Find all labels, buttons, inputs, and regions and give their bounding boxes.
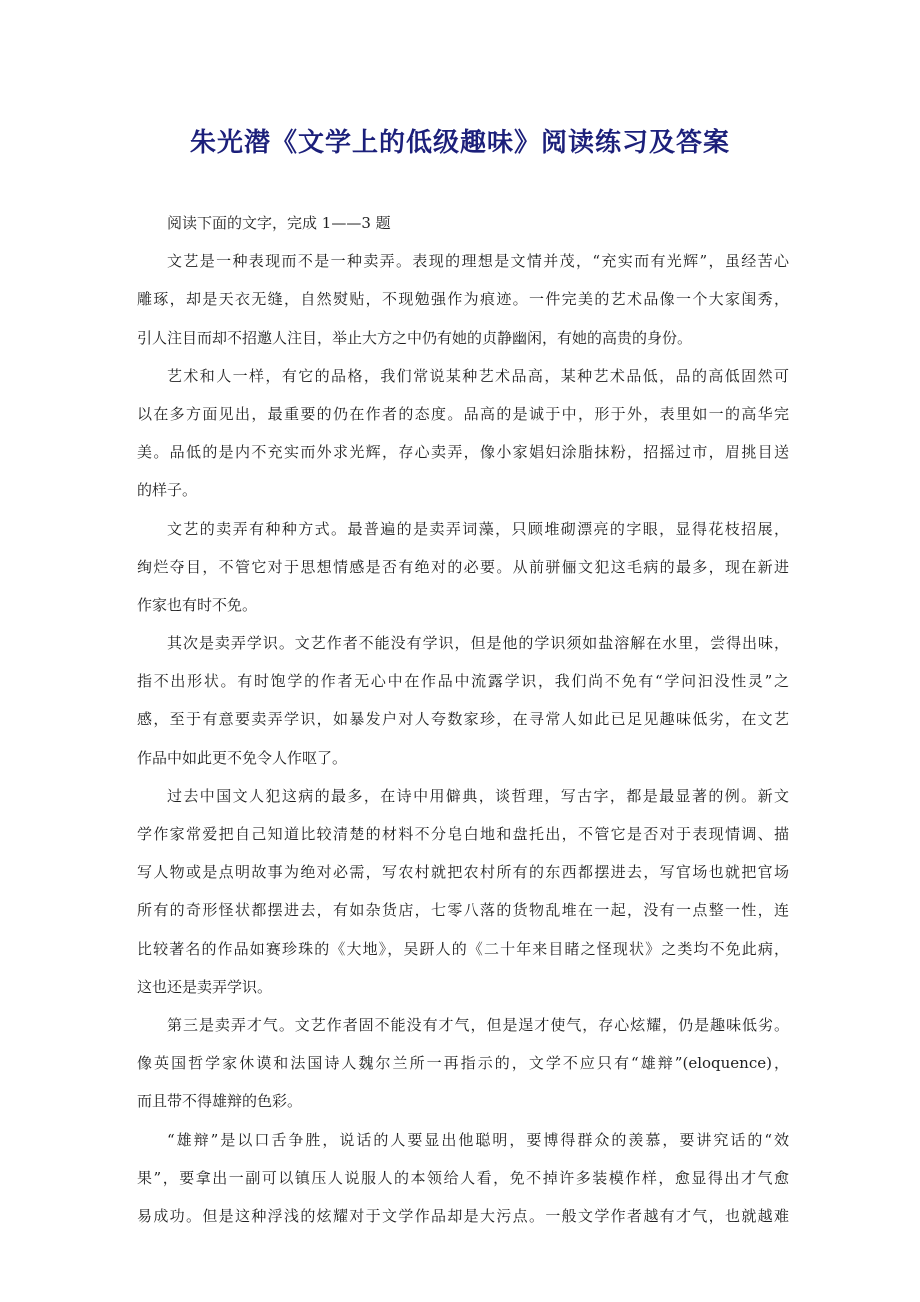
paragraph-6-line: 第三是卖弄才气。文艺作者固不能没有才气，但是逞才使气，存心炫耀，仍是趣味低劣。 xyxy=(167,1015,789,1034)
paragraph-3-line: 作家也有时不免。 xyxy=(137,595,258,614)
paragraph-5-line: 学作家常爱把自己知道比较清楚的材料不分皂白地和盘托出，不管它是否对于表现情调、描 xyxy=(137,825,789,843)
paragraph-7-line: 果”，要拿出一副可以镇压人说服人的本领给人看，免不掉许多装模作样，愈显得出才气愈 xyxy=(137,1168,789,1187)
document-body xyxy=(137,204,789,1235)
paragraph-5-line: 这也还是卖弄学识。 xyxy=(137,977,273,996)
document-title: 朱光潜《文学上的低级趣味》阅读练习及答案 xyxy=(189,128,730,158)
paragraph-5-line: 写人物或是点明故事为绝对必需，写农村就把农村所有的东西都摆进去，写官场也就把官场 xyxy=(137,863,789,882)
paragraph-6-line: 而且带不得雄辩的色彩。 xyxy=(137,1092,303,1111)
paragraph-2-line: 艺术和人一样，有它的品格，我们常说某种艺术品高，某种艺术品低，品的高低固然可 xyxy=(167,366,789,385)
paragraph-2-line: 的样子。 xyxy=(137,481,198,500)
paragraph-5-line: 所有的奇形怪状都摆进去，有如杂货店，七零八落的货物乱堆在一起，没有一点整一性，连 xyxy=(137,901,789,920)
paragraph-4-line: 作品中如此更不免令人作呕了。 xyxy=(137,748,348,767)
paragraph-1-line: 雕琢，却是天衣无缝，自然熨贴，不现勉强作为痕迹。一件完美的艺术品像一个大家闺秀， xyxy=(137,290,789,309)
paragraph-4-line: 其次是卖弄学识。文艺作者不能没有学识，但是他的学识须如盐溶解在水里，尝得出味， xyxy=(167,634,789,653)
paragraph-3-line: 文艺的卖弄有种种方式。最普遍的是卖弄词藻，只顾堆砌漂亮的字眼，显得花枝招展， xyxy=(167,519,789,538)
paragraph-4-line: 感，至于有意要卖弄学识，如暴发户对人夸数家珍，在寻常人如此已足见趣味低劣，在文艺 xyxy=(137,710,789,729)
intro-line: 阅读下面的文字，完成 1——3 题 xyxy=(167,214,391,232)
paragraph-5-line: 比较著名的作品如赛珍珠的《大地》，吴趼人的《二十年来目睹之怪现状》之类均不免此病， xyxy=(137,939,789,958)
paragraph-2-line: 以在多方面见出，最重要的仍在作者的态度。品高的是诚于中，形于外，表里如一的高华完 xyxy=(137,404,789,423)
paragraph-1-line: 文艺是一种表现而不是一种卖弄。表现的理想是文情并茂，“充实而有光辉”，虽经苦心 xyxy=(167,252,789,271)
paragraph-7-line: 易成功。但是这种浮浅的炫耀对于文学作品却是大污点。一般文学作者越有才气，也就越难 xyxy=(137,1206,789,1225)
paragraph-4-line: 指不出形状。有时饱学的作者无心中在作品中流露学识，我们尚不免有“学问汩没性灵”之 xyxy=(137,672,789,691)
paragraph-2-line: 美。品低的是内不充实而外求光辉，存心卖弄，像小家娼妇涂脂抹粉，招摇过市，眉挑目送 xyxy=(137,443,789,462)
paragraph-6-line: 像英国哲学家休谟和法国诗人魏尔兰所一再指示的，文学不应只有“雄辩”(eloquence)， xyxy=(137,1054,789,1073)
paragraph-5-line: 过去中国文人犯这病的最多，在诗中用僻典，谈哲理，写古字，都是最显著的例。新文 xyxy=(167,786,789,805)
paragraph-3-line: 绚烂夺目，不管它对于思想情感是否有绝对的必要。从前骈俪文犯这毛病的最多，现在新进 xyxy=(137,557,789,576)
paragraph-7-line: “雄辩”是以口舌争胜，说话的人要显出他聪明，要博得群众的羡慕，要讲究话的“效 xyxy=(167,1130,789,1149)
paragraph-1-line: 引人注目而却不招邀人注目，举止大方之中仍有她的贞静幽闲，有她的高贵的身份。 xyxy=(137,328,693,347)
